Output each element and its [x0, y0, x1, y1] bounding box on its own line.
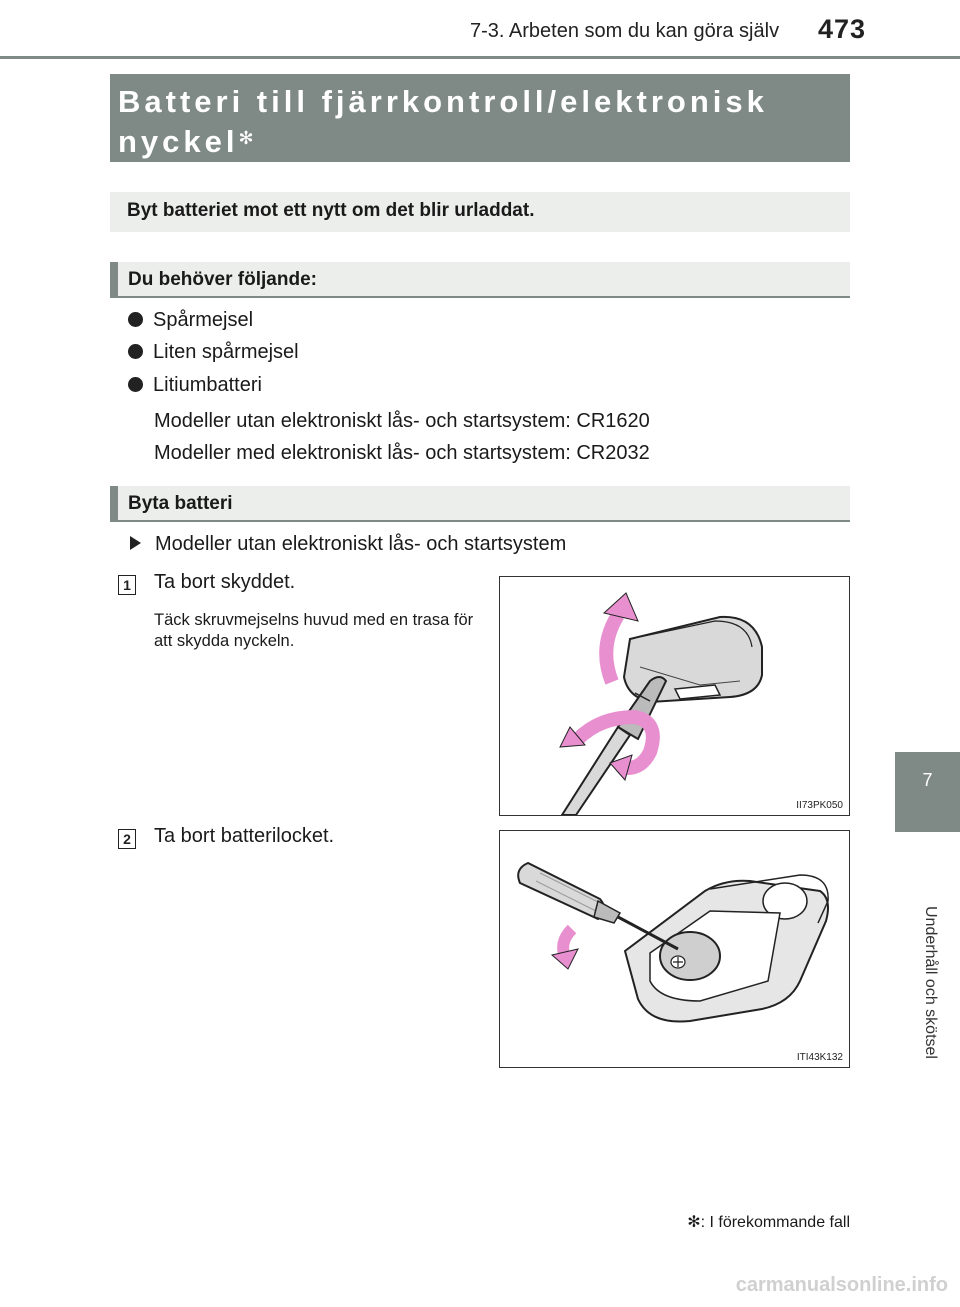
- variant-heading: Modeller utan elektroniskt lås- och startsystem: [128, 533, 566, 556]
- header-rule: [0, 56, 960, 59]
- list-item: Liten spårmejsel: [128, 341, 299, 364]
- triangle-icon: [130, 536, 141, 550]
- step-number: 2: [118, 829, 136, 849]
- footnote: [687, 1212, 850, 1232]
- section-heading-bar: [110, 262, 118, 296]
- intro-text: Byt batteriet mot ett nytt om det blir urladdat.: [127, 200, 535, 221]
- asterisk-icon: ✻: [687, 1214, 701, 1231]
- asterisk-icon: ✻: [238, 128, 254, 148]
- section-heading-needed: Du behöver följande:: [128, 269, 317, 290]
- chapter-number: 7: [922, 770, 933, 790]
- section-title: 7-3. Arbeten som du kan göra själv: [470, 20, 780, 42]
- step-title: Ta bort batterilocket.: [154, 825, 335, 847]
- step-title: Ta bort skyddet.: [154, 571, 296, 593]
- title-line-2: nyckel: [118, 124, 239, 159]
- figure-code: II73PK050: [796, 800, 843, 811]
- bullet-icon: [128, 344, 143, 359]
- section-heading-replace: Byta batteri: [128, 493, 233, 514]
- step-note: Täck skruvmejselns huvud med en trasa för att skydda nyckeln.: [154, 611, 474, 650]
- figure-code: ITI43K132: [796, 1052, 843, 1063]
- page-title: [118, 82, 818, 162]
- page-number: 473: [818, 14, 867, 44]
- battery-note: Modeller utan elektroniskt lås- och startsystem: CR1620: [154, 410, 650, 432]
- key-battery-illustration: [500, 831, 849, 1067]
- key-screwdriver-illustration: [500, 577, 849, 815]
- title-line-1: Batteri till fjärrkontroll/elektronisk: [118, 84, 768, 119]
- step-number: 1: [118, 575, 136, 595]
- chapter-tab: [895, 752, 960, 832]
- figure-remove-cover: [499, 576, 850, 816]
- list-item: Spårmejsel: [128, 309, 253, 332]
- figure-remove-battery-cover: [499, 830, 850, 1068]
- list-item: Litiumbatteri: [128, 374, 262, 397]
- battery-note: Modeller med elektroniskt lås- och startsystem: CR2032: [154, 442, 650, 464]
- footnote-text: : I förekommande fall: [700, 1214, 850, 1231]
- chapter-label: Underhåll och skötsel: [922, 906, 939, 1059]
- bullet-icon: [128, 312, 143, 327]
- watermark: carmanualsonline.info: [735, 1274, 948, 1296]
- section-heading-bar: [110, 486, 118, 520]
- bullet-icon: [128, 377, 143, 392]
